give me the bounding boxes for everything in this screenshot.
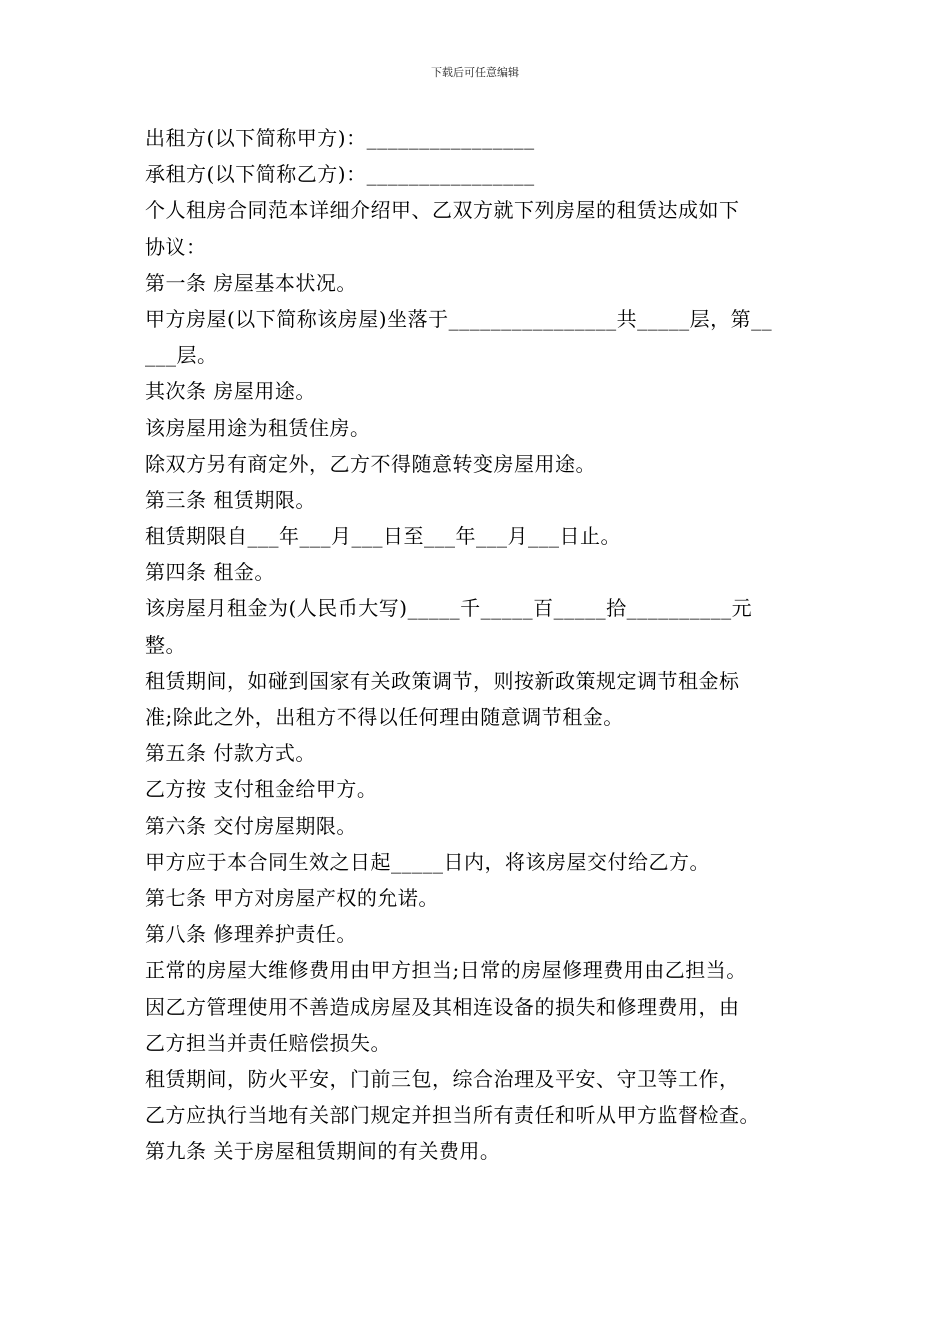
- section-heading: 第一条 房屋基本状况。: [145, 270, 357, 295]
- text-line: 乙方担当并责任赔偿损失。: [145, 1030, 391, 1055]
- section-heading: 第三条 租赁期限。: [145, 487, 316, 512]
- text-line: 租赁期限自___年___月___日至___年___月___日止。: [145, 524, 621, 549]
- section-heading: 第八条 修理养护责任。: [145, 922, 357, 947]
- section-heading: 第九条 关于房屋租赁期间的有关费用。: [145, 1139, 501, 1164]
- text-line: 个人租房合同范本详细介绍甲、乙双方就下列房屋的租赁达成如下: [145, 198, 740, 223]
- text-line: 正常的房屋大维修费用由甲方担当;日常的房屋修理费用由乙担当。: [145, 958, 747, 983]
- text-line: 因乙方管理使用不善造成房屋及其相连设备的损失和修理费用，由: [145, 994, 740, 1019]
- text-line: 出租方(以下简称甲方)：________________: [145, 126, 535, 150]
- section-heading: 第五条 付款方式。: [145, 741, 316, 766]
- text-line: 甲方应于本合同生效之日起_____日内，将该房屋交付给乙方。: [145, 849, 710, 874]
- section-heading: 其次条 房屋用途。: [145, 379, 316, 404]
- text-line: 该房屋用途为租赁住房。: [145, 415, 371, 440]
- text-line: 乙方应执行当地有关部门规定并担当所有责任和听从甲方监督检查。: [145, 1103, 760, 1128]
- text-line: 该房屋月租金为(人民币大写)_____千_____百_____拾__________元: [145, 596, 753, 621]
- text-line: 整。: [145, 632, 186, 657]
- text-line: 乙方按 支付租金给甲方。: [145, 777, 378, 802]
- text-line: ___层。: [145, 343, 218, 368]
- text-line: 除双方另有商定外，乙方不得随意转变房屋用途。: [145, 451, 596, 476]
- text-line: 甲方房屋(以下简称该房屋)坐落于________________共_____层，第__: [145, 306, 773, 331]
- text-line: 协议：: [145, 234, 207, 259]
- text-line: 承租方(以下简称乙方)：________________: [145, 162, 535, 187]
- text-line: 准;除此之外，出租方不得以任何理由随意调节租金。: [145, 705, 624, 729]
- section-heading: 第四条 租金。: [145, 560, 275, 585]
- page-header-note: 下载后可任意编辑: [431, 66, 519, 79]
- section-heading: 第六条 交付房屋期限。: [145, 813, 357, 838]
- section-heading: 第七条 甲方对房屋产权的允诺。: [145, 885, 439, 910]
- text-line: 租赁期间，防火平安，门前三包，综合治理及平安、守卫等工作，: [145, 1066, 740, 1091]
- text-line: 租赁期间，如碰到国家有关政策调节，则按新政策规定调节租金标: [145, 668, 740, 693]
- contract-body: [145, 120, 815, 1169]
